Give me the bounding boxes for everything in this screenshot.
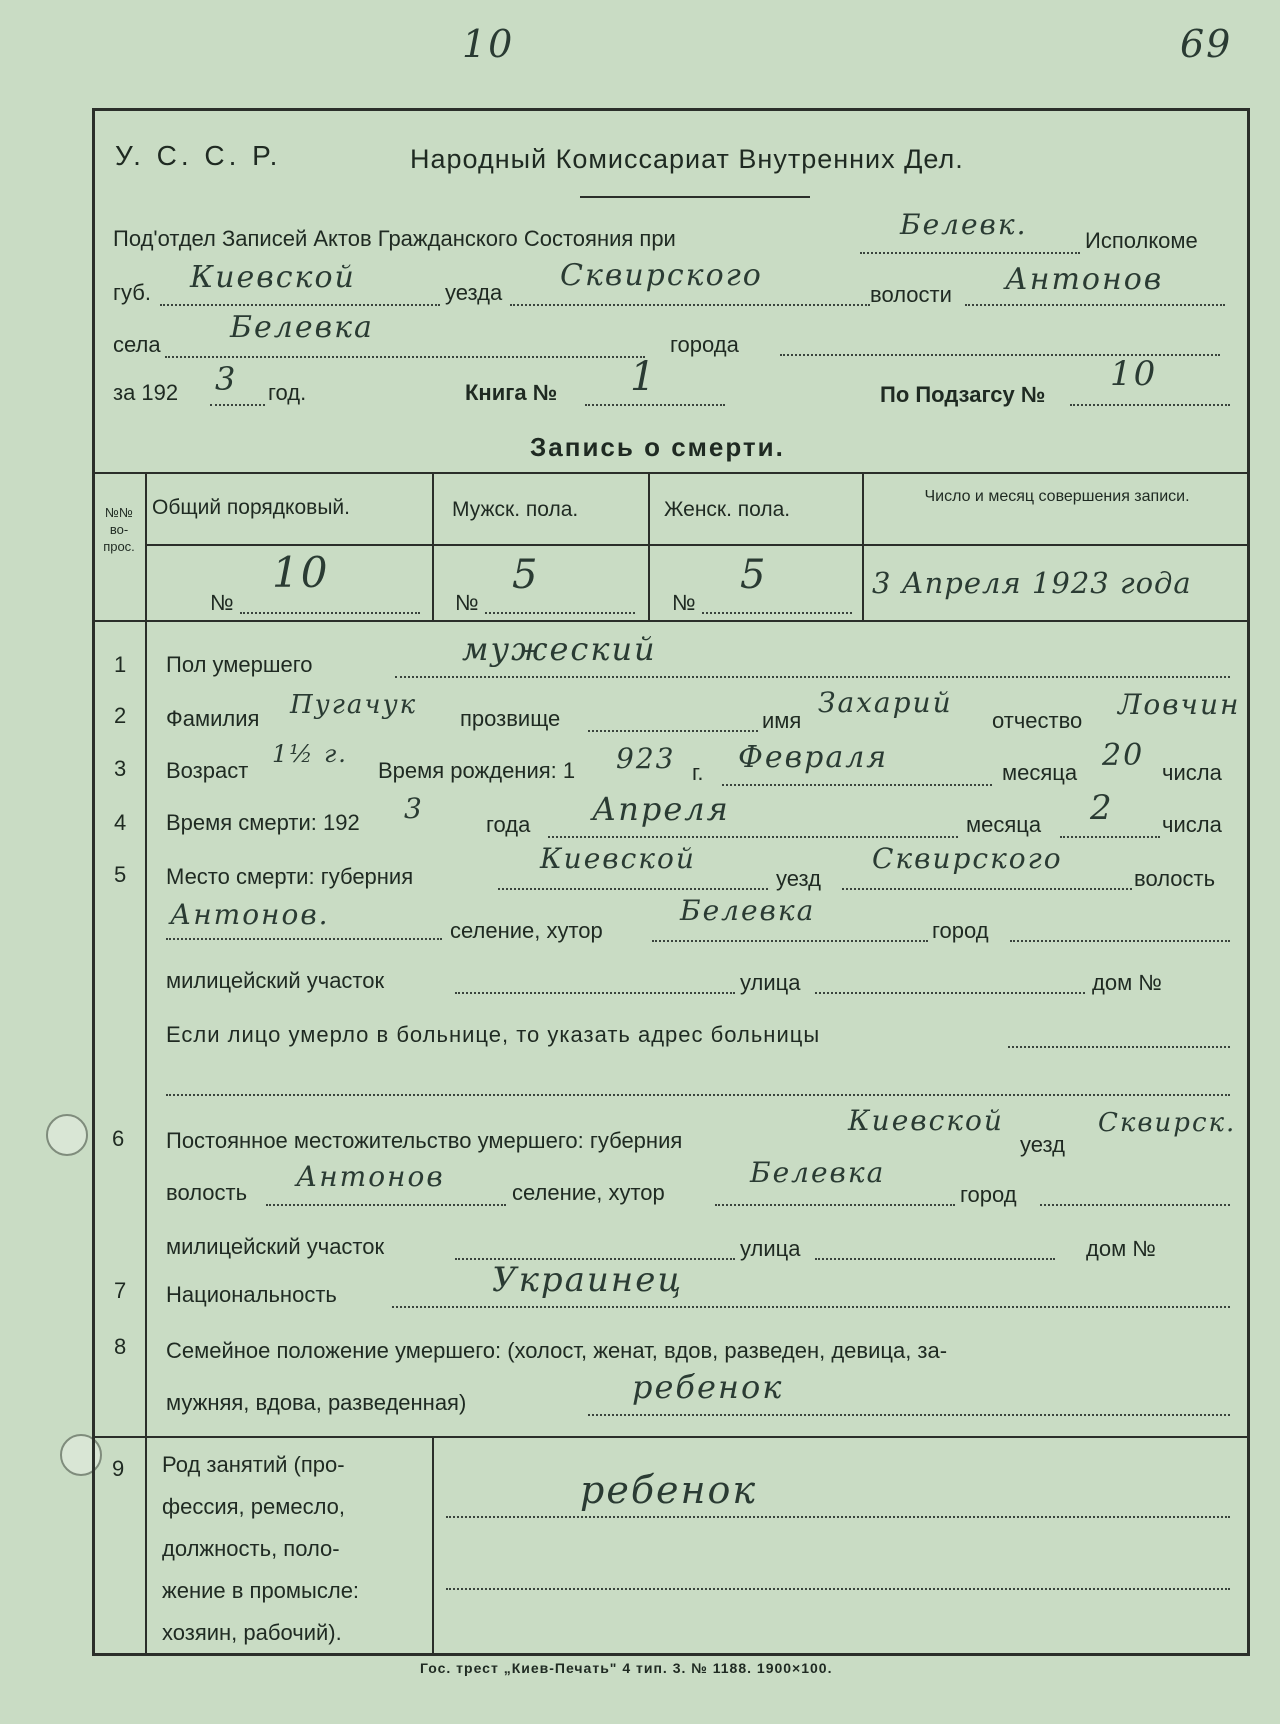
top-left-mark: 10 (462, 22, 515, 66)
q9-number: 9 (112, 1456, 125, 1481)
q3-birth-label: Время рождения: 1 (378, 758, 576, 783)
q5-volost: Антонов. (170, 898, 330, 931)
q5-hospital-fill-2 (166, 1094, 1230, 1096)
top-right-mark: 69 (1180, 22, 1233, 66)
q9-label-5: хозяин, рабочий). (162, 1620, 342, 1645)
table-no-3: № (672, 590, 696, 615)
commissariat-title: Народный Комиссариат Внутренних Дел. (410, 144, 964, 174)
record-title: Запись о смерти. (530, 432, 785, 462)
punch-hole-1 (46, 1114, 88, 1156)
q9-label-2: фессия, ремесло, (162, 1494, 346, 1519)
q5-hospital-label: Если лицо умерло в больнице, то указать адрес больницы (166, 1022, 821, 1047)
q6-gorod-fill (1040, 1204, 1230, 1206)
table-col2-header: Мужск. пола. (452, 498, 579, 521)
q6-uezd: Сквирск. (1098, 1108, 1237, 1138)
q7-number: 7 (114, 1278, 127, 1303)
subzags-label: По Подзагсу № (880, 382, 1046, 407)
q9-col-rule (432, 1436, 434, 1656)
q2-name-label: имя (762, 708, 802, 733)
q5-selo-fill (652, 940, 928, 942)
q5-uezd-fill (842, 888, 1132, 890)
volost-fill (965, 304, 1225, 306)
q1-value: мужеский (462, 630, 657, 668)
q2-number: 2 (114, 703, 127, 728)
q6-number: 6 (112, 1126, 125, 1151)
q6-selo-label: селение, хутор (512, 1180, 665, 1205)
republic-title: У. С. С. Р. (115, 140, 282, 171)
table-col-rule-3 (648, 472, 650, 620)
q9-label-1: Род занятий (про- (162, 1452, 345, 1477)
q6-volost-label: волость (166, 1180, 248, 1205)
uezd-value: Сквирского (560, 258, 763, 293)
table-fill-3 (702, 612, 852, 614)
gorod-label: города (670, 332, 739, 357)
q3-g: г. (692, 760, 704, 785)
uezd-label: уезда (445, 280, 503, 305)
q5-mil-label: милицейский участок (166, 968, 385, 993)
q6-gub: Киевской (848, 1104, 1004, 1137)
q3-birth-year: 923 (616, 742, 676, 775)
q4-month-fill (548, 836, 958, 838)
q9-top-rule (92, 1436, 1250, 1438)
q6-house-label: дом № (1086, 1236, 1156, 1261)
q1-fill (395, 676, 1230, 678)
office-line1-prefix: Под'отдел Записей Актов Гражданского Состояния при (113, 226, 676, 251)
q8-label: Семейное положение умершего: (холост, женат, вдов, разведен, девица, за- (166, 1338, 948, 1363)
q7-value: Украинец (492, 1260, 684, 1300)
table-val-3: 5 (740, 552, 768, 598)
year-label: за 192 (113, 380, 179, 405)
table-bottom-rule (92, 620, 1250, 622)
q4-month-label: месяца (966, 812, 1042, 837)
q3-age: 1½ г. (272, 740, 348, 768)
q3-number: 3 (114, 756, 127, 781)
volost-value: Антонов (1005, 262, 1164, 297)
q6-selo-fill (715, 1204, 955, 1206)
q8-fill (588, 1414, 1230, 1416)
gub-value: Киевской (190, 260, 356, 295)
q4-day: 2 (1090, 788, 1114, 828)
q5-volost-fill (166, 938, 442, 940)
q3-month: Февраля (738, 740, 889, 775)
q5-street-label: улица (740, 970, 801, 995)
table-val-1: 10 (272, 548, 330, 597)
table-col-rule-1 (145, 472, 147, 1656)
q7-fill (392, 1306, 1230, 1308)
table-col3-header: Женск. пола. (664, 498, 791, 521)
table-col4-header: Число и месяц совершения записи. (924, 488, 1190, 505)
table-mid-rule (145, 544, 1250, 546)
q1-label: Пол умершего (166, 652, 313, 677)
q5-gorod-label: город (932, 918, 989, 943)
q2-nick-fill (588, 730, 758, 732)
q5-gorod-fill (1010, 940, 1230, 942)
q3-day-label: числа (1162, 760, 1222, 785)
q4-year-label: года (486, 812, 531, 837)
q6-selo: Белевка (750, 1156, 886, 1189)
q5-street-fill (815, 992, 1085, 994)
q9-label-3: должность, поло- (162, 1536, 340, 1561)
printer-footer: Гос. трест „Киев-Печать" 4 тип. 3. № 1188. 1900×100. (420, 1660, 833, 1676)
q3-day: 20 (1102, 738, 1145, 773)
q3-month-fill (722, 784, 992, 786)
q6-volost: Антонов (296, 1160, 445, 1193)
gub-label: губ. (113, 280, 151, 305)
q8-value: ребенок (632, 1368, 784, 1406)
table-no-2: № (455, 590, 479, 615)
q5-volost-label: волость (1134, 866, 1216, 891)
q2-name: Захарий (818, 686, 953, 719)
selo-label: села (113, 332, 161, 357)
table-col0-header: №№ во-прос. (103, 505, 135, 554)
q5-uezd-label: уезд (776, 866, 821, 891)
q2-patr-label: отчество (992, 708, 1083, 733)
office-line1-suffix: Исполкоме (1085, 228, 1198, 253)
subzags-fill (1070, 404, 1230, 406)
book-value: 1 (630, 354, 658, 400)
table-no-1: № (210, 590, 234, 615)
office-line1-fill (860, 252, 1080, 254)
table-fill-2 (485, 612, 635, 614)
year-suffix: год. (268, 380, 307, 405)
q5-label: Место смерти: губерния (166, 864, 414, 889)
q6-volost-fill (266, 1204, 506, 1206)
year-value: 3 (215, 360, 238, 398)
q5-number: 5 (114, 862, 127, 887)
q9-fill-2 (446, 1588, 1230, 1590)
q4-month: Апреля (592, 790, 730, 828)
q9-fill-1 (446, 1516, 1230, 1518)
q9-label-4: жение в промысле: (162, 1578, 360, 1603)
q4-year: 3 (404, 792, 424, 825)
q3-age-label: Возраст (166, 758, 249, 783)
q4-day-fill (1060, 836, 1160, 838)
q2-surname: Пугачук (290, 690, 418, 720)
q5-selo: Белевка (680, 894, 816, 927)
q4-day-label: числа (1162, 812, 1222, 837)
q2-nick-label: прозвище (460, 706, 561, 731)
gub-fill (160, 304, 440, 306)
selo-fill (165, 356, 645, 358)
q5-gub-fill (498, 888, 768, 890)
q5-selo-label: селение, хутор (450, 918, 603, 943)
q6-street-fill (815, 1258, 1055, 1260)
table-fill-1 (240, 612, 420, 614)
volost-label: волости (870, 282, 952, 307)
q6-uezd-label: уезд (1020, 1132, 1065, 1157)
table-val-2: 5 (512, 552, 540, 598)
selo-value: Белевка (230, 310, 374, 345)
q7-label: Национальность (166, 1282, 337, 1307)
q1-number: 1 (114, 652, 127, 677)
q6-gorod-label: город (960, 1182, 1017, 1207)
q6-street-label: улица (740, 1236, 801, 1261)
q6-label: Постоянное местожительство умершего: губерния (166, 1128, 683, 1153)
q4-number: 4 (114, 810, 127, 835)
q8-number: 8 (114, 1334, 127, 1359)
office-line1-value: Белевк. (900, 208, 1028, 241)
q4-label: Время смерти: 192 (166, 810, 360, 835)
q8-label-2: мужняя, вдова, разведенная) (166, 1390, 467, 1415)
q6-mil-label: милицейский участок (166, 1234, 385, 1259)
q5-gub: Киевской (540, 842, 696, 875)
uezd-fill (510, 304, 870, 306)
subzags-value: 10 (1110, 354, 1158, 394)
table-col1-header: Общий порядковый. (152, 496, 350, 519)
table-col-rule-2 (432, 472, 434, 620)
q9-value: ребенок (580, 1468, 758, 1512)
table-top-rule (92, 472, 1250, 474)
q5-mil-fill (455, 992, 735, 994)
q2-surname-label: Фамилия (166, 706, 260, 731)
header-rule (580, 196, 810, 198)
year-fill (210, 404, 265, 406)
table-col-rule-4 (862, 472, 864, 620)
book-label: Книга № (465, 380, 558, 405)
q5-house-label: дом № (1092, 970, 1162, 995)
q3-month-label: месяца (1002, 760, 1078, 785)
q5-hospital-fill-1 (1008, 1046, 1230, 1048)
q2-patr: Ловчин (1118, 688, 1241, 721)
book-fill (585, 404, 725, 406)
q5-uezd: Сквирского (872, 842, 1063, 875)
table-val-4: 3 Апреля 1923 года (872, 566, 1192, 600)
